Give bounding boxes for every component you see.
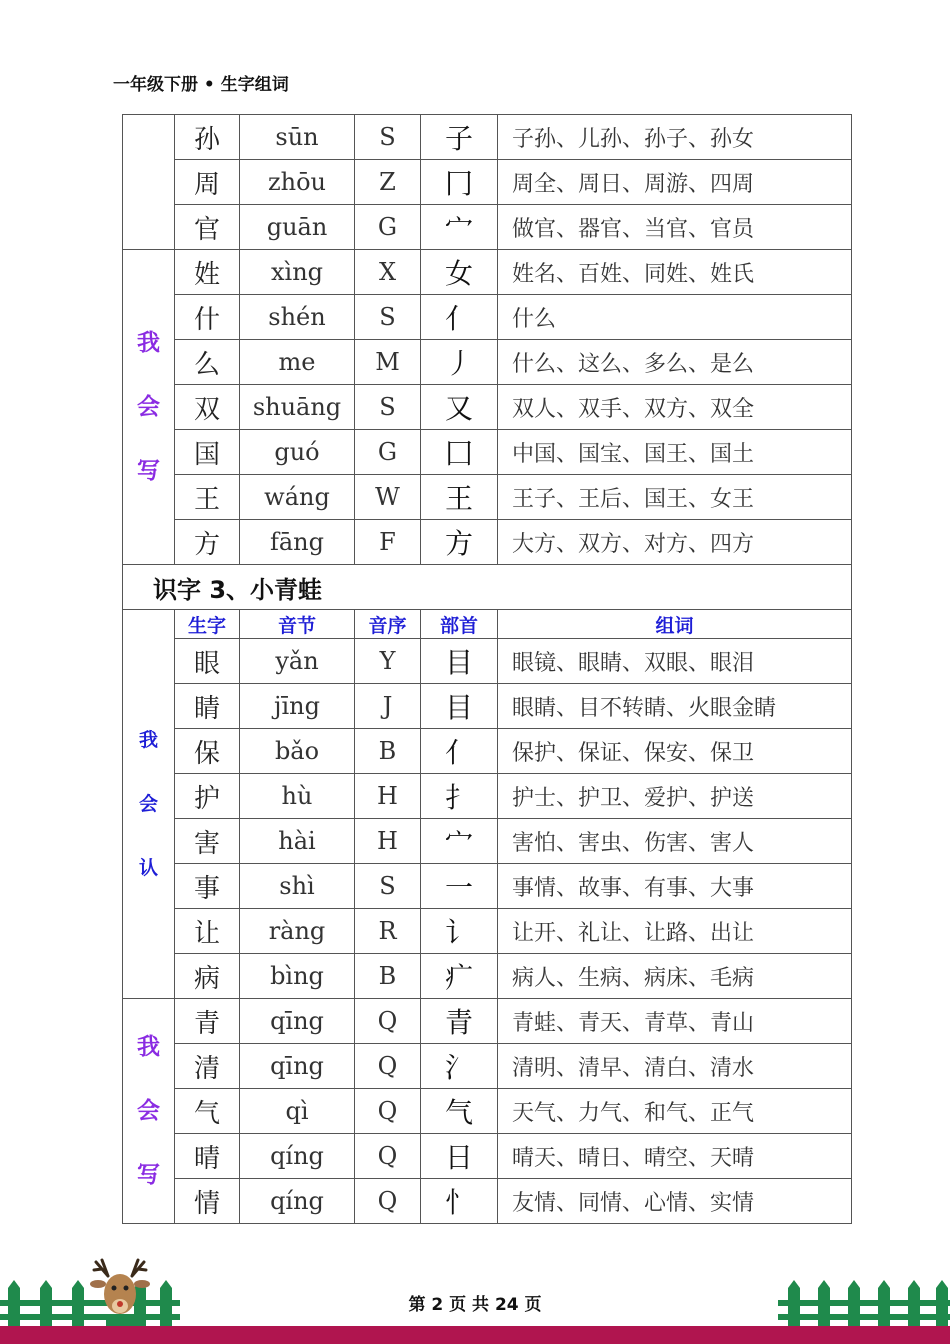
table-row	[123, 639, 852, 684]
pinyin-cell: shuāng	[240, 385, 355, 430]
pinyin-cell: zhōu	[240, 160, 355, 205]
radical-cell: 疒	[421, 954, 498, 999]
words-cell: 王子、王后、国王、女王	[498, 475, 852, 520]
words-cell: 眼镜、眼睛、双眼、眼泪	[498, 639, 852, 684]
radical-cell: 讠	[421, 909, 498, 954]
character-cell: 害	[175, 819, 240, 864]
words-cell: 什么	[498, 295, 852, 340]
words-cell: 什么、这么、多么、是么	[498, 340, 852, 385]
character-cell: 让	[175, 909, 240, 954]
character-cell: 睛	[175, 684, 240, 729]
character-cell: 方	[175, 520, 240, 565]
words-cell: 大方、双方、对方、四方	[498, 520, 852, 565]
words-cell: 晴天、晴日、晴空、天晴	[498, 1134, 852, 1179]
order-cell: J	[355, 684, 421, 729]
order-cell: H	[355, 819, 421, 864]
order-cell: F	[355, 520, 421, 565]
pinyin-cell: guān	[240, 205, 355, 250]
character-cell: 青	[175, 999, 240, 1044]
page-number: 第 2 页 共 24 页	[408, 1295, 542, 1315]
write-group-2-label	[123, 999, 175, 1224]
character-cell: 气	[175, 1089, 240, 1134]
character-cell: 病	[175, 954, 240, 999]
table-row	[123, 205, 852, 250]
table-row	[123, 1044, 852, 1089]
table-row	[123, 1134, 852, 1179]
label-char: 会	[137, 394, 160, 420]
words-cell: 病人、生病、病床、毛病	[498, 954, 852, 999]
character-cell: 保	[175, 729, 240, 774]
words-cell: 天气、力气、和气、正气	[498, 1089, 852, 1134]
pinyin-cell: qíng	[240, 1179, 355, 1224]
radical-cell: 女	[421, 250, 498, 295]
table-row	[123, 999, 852, 1044]
order-cell: Q	[355, 1134, 421, 1179]
column-header-row	[123, 610, 852, 639]
column-header-pinyin: 音节	[240, 610, 355, 639]
column-header-char: 生字	[175, 610, 240, 639]
label-char: 我	[138, 729, 158, 751]
label-char: 写	[137, 1162, 160, 1188]
radical-cell: 氵	[421, 1044, 498, 1089]
character-cell: 护	[175, 774, 240, 819]
table-row	[123, 430, 852, 475]
table-row	[123, 250, 852, 295]
radical-cell: 方	[421, 520, 498, 565]
character-cell: 官	[175, 205, 240, 250]
character-cell: 姓	[175, 250, 240, 295]
words-cell: 护士、护卫、爱护、护送	[498, 774, 852, 819]
words-cell: 保护、保证、保安、保卫	[498, 729, 852, 774]
character-cell: 双	[175, 385, 240, 430]
label-char: 我	[137, 1034, 160, 1060]
table-row	[123, 520, 852, 565]
character-cell: 眼	[175, 639, 240, 684]
pinyin-cell: qīng	[240, 1044, 355, 1089]
pinyin-cell: sūn	[240, 115, 355, 160]
pinyin-cell: yǎn	[240, 639, 355, 684]
vocabulary-table	[122, 114, 852, 1224]
pinyin-cell: qīng	[240, 999, 355, 1044]
radical-cell: 宀	[421, 819, 498, 864]
order-cell: Y	[355, 639, 421, 684]
table-row	[123, 954, 852, 999]
radical-cell: 又	[421, 385, 498, 430]
words-cell: 周全、周日、周游、四周	[498, 160, 852, 205]
lesson-title-row	[123, 565, 852, 610]
radical-cell: 日	[421, 1134, 498, 1179]
continued-group-label	[123, 115, 175, 250]
words-cell: 事情、故事、有事、大事	[498, 864, 852, 909]
order-cell: H	[355, 774, 421, 819]
character-cell: 王	[175, 475, 240, 520]
words-cell: 害怕、害虫、伤害、害人	[498, 819, 852, 864]
words-cell: 中国、国宝、国王、国土	[498, 430, 852, 475]
words-cell: 做官、器官、当官、官员	[498, 205, 852, 250]
pinyin-cell: me	[240, 340, 355, 385]
pinyin-cell: jīng	[240, 684, 355, 729]
table-row	[123, 729, 852, 774]
order-cell: S	[355, 295, 421, 340]
order-cell: Q	[355, 1179, 421, 1224]
order-cell: S	[355, 115, 421, 160]
words-cell: 清明、清早、清白、清水	[498, 1044, 852, 1089]
character-cell: 么	[175, 340, 240, 385]
label-char: 会	[138, 793, 158, 815]
character-cell: 清	[175, 1044, 240, 1089]
table-row	[123, 909, 852, 954]
bottom-color-band	[0, 1326, 950, 1344]
words-cell: 眼睛、目不转睛、火眼金睛	[498, 684, 852, 729]
radical-cell: 青	[421, 999, 498, 1044]
order-cell: Q	[355, 1089, 421, 1134]
order-cell: X	[355, 250, 421, 295]
radical-cell: 丿	[421, 340, 498, 385]
table-row	[123, 160, 852, 205]
order-cell: Q	[355, 999, 421, 1044]
read-group-label	[123, 610, 175, 999]
column-header-words: 组词	[498, 610, 852, 639]
character-cell: 事	[175, 864, 240, 909]
radical-cell: 囗	[421, 430, 498, 475]
column-header-radical: 部首	[421, 610, 498, 639]
table-row	[123, 684, 852, 729]
order-cell: B	[355, 954, 421, 999]
radical-cell: 王	[421, 475, 498, 520]
label-char: 我	[137, 330, 160, 356]
words-cell: 友情、同情、心情、实情	[498, 1179, 852, 1224]
table-row	[123, 295, 852, 340]
radical-cell: 子	[421, 115, 498, 160]
label-char: 会	[137, 1098, 160, 1124]
table-row	[123, 864, 852, 909]
order-cell: W	[355, 475, 421, 520]
table-row	[123, 115, 852, 160]
radical-cell: 气	[421, 1089, 498, 1134]
character-cell: 周	[175, 160, 240, 205]
order-cell: S	[355, 864, 421, 909]
character-cell: 国	[175, 430, 240, 475]
radical-cell: 一	[421, 864, 498, 909]
pinyin-cell: hài	[240, 819, 355, 864]
pinyin-cell: shén	[240, 295, 355, 340]
pinyin-cell: ràng	[240, 909, 355, 954]
pinyin-cell: guó	[240, 430, 355, 475]
radical-cell: 忄	[421, 1179, 498, 1224]
pinyin-cell: qì	[240, 1089, 355, 1134]
order-cell: M	[355, 340, 421, 385]
character-cell: 什	[175, 295, 240, 340]
radical-cell: 冂	[421, 160, 498, 205]
radical-cell: 扌	[421, 774, 498, 819]
table-row	[123, 1089, 852, 1134]
pinyin-cell: xìng	[240, 250, 355, 295]
table-row	[123, 340, 852, 385]
column-header-order: 音序	[355, 610, 421, 639]
order-cell: G	[355, 430, 421, 475]
page-header-title: 一年级下册 • 生字组词	[113, 75, 289, 95]
label-char: 认	[138, 857, 158, 879]
pinyin-cell: shì	[240, 864, 355, 909]
pinyin-cell: wáng	[240, 475, 355, 520]
radical-cell: 宀	[421, 205, 498, 250]
pinyin-cell: bǎo	[240, 729, 355, 774]
words-cell: 青蛙、青天、青草、青山	[498, 999, 852, 1044]
order-cell: Z	[355, 160, 421, 205]
words-cell: 子孙、儿孙、孙子、孙女	[498, 115, 852, 160]
radical-cell: 目	[421, 684, 498, 729]
label-char: 写	[137, 458, 160, 484]
write-group-label	[123, 250, 175, 565]
lesson-title: 识字 3、小青蛙	[123, 565, 852, 610]
order-cell: S	[355, 385, 421, 430]
words-cell: 双人、双手、双方、双全	[498, 385, 852, 430]
radical-cell: 亻	[421, 295, 498, 340]
words-cell: 让开、礼让、让路、出让	[498, 909, 852, 954]
character-cell: 晴	[175, 1134, 240, 1179]
pinyin-cell: bìng	[240, 954, 355, 999]
pinyin-cell: qíng	[240, 1134, 355, 1179]
character-cell: 孙	[175, 115, 240, 160]
order-cell: Q	[355, 1044, 421, 1089]
order-cell: B	[355, 729, 421, 774]
table-row	[123, 475, 852, 520]
table-row	[123, 385, 852, 430]
character-cell: 情	[175, 1179, 240, 1224]
table-row	[123, 819, 852, 864]
radical-cell: 亻	[421, 729, 498, 774]
table-row	[123, 774, 852, 819]
pinyin-cell: hù	[240, 774, 355, 819]
pinyin-cell: fāng	[240, 520, 355, 565]
table-row	[123, 1179, 852, 1224]
words-cell: 姓名、百姓、同姓、姓氏	[498, 250, 852, 295]
radical-cell: 目	[421, 639, 498, 684]
order-cell: R	[355, 909, 421, 954]
order-cell: G	[355, 205, 421, 250]
